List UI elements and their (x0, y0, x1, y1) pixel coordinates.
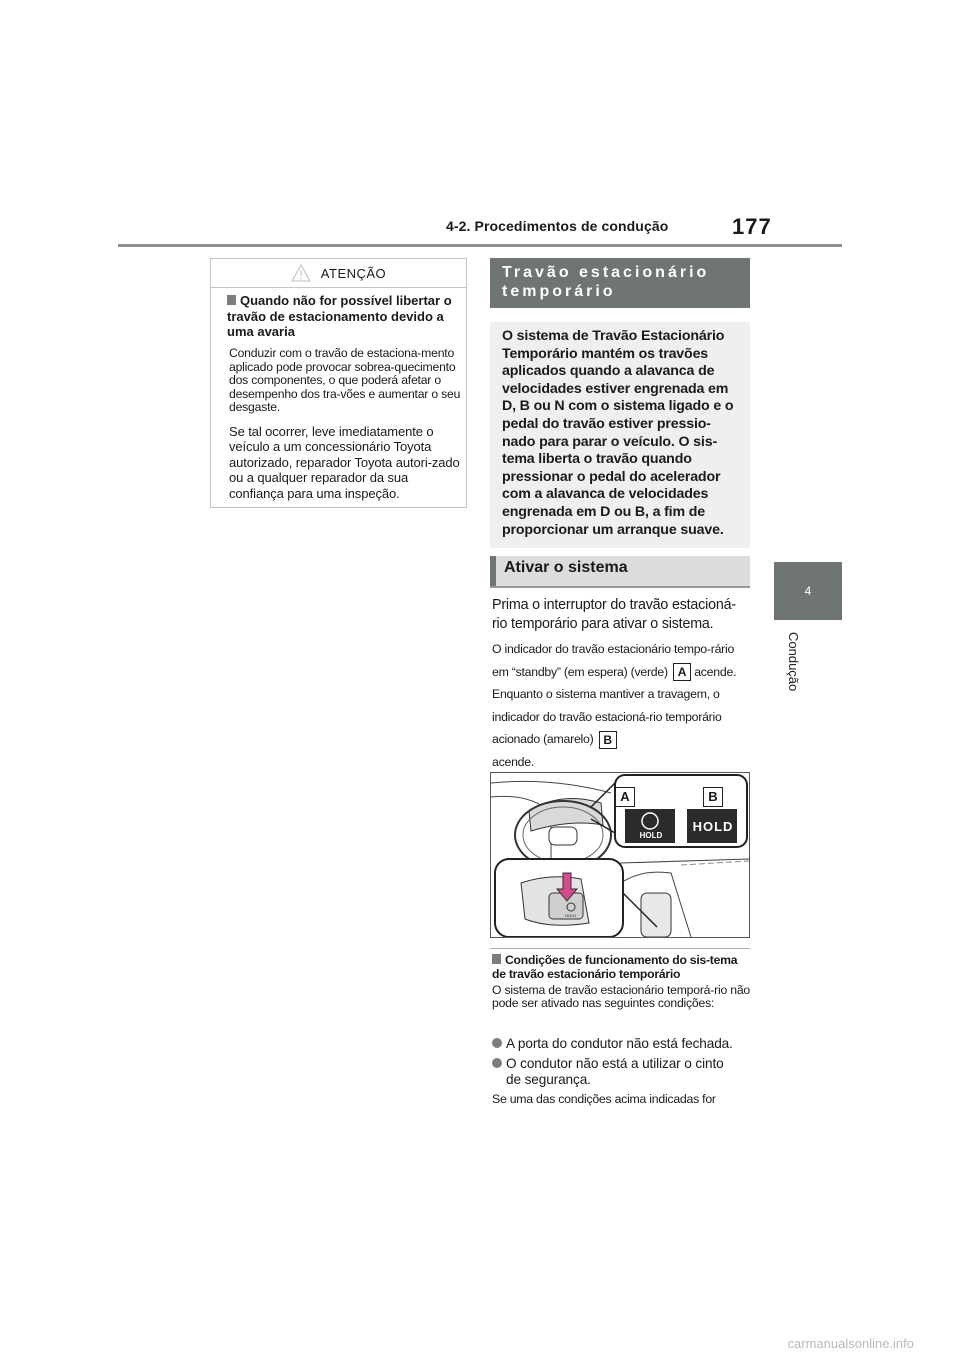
divider-rule (490, 948, 750, 949)
warning-triangle-icon (291, 264, 311, 282)
section-summary: O sistema de Travão Estacionário Temporário mantém os travões aplicados quando a alavanca de velocidades estiver engrenada em D, B ou N com o sistema ligado e o pedal do travão estiver pressio-nado para parar o veículo. O sis-tema liberta o travão quando pressionar o pedal do acelerador com a alavanca de velocidades engrenada em D ou B, a fim de proporcionar um arranque suave. (490, 322, 750, 548)
warning-text-2: Se tal ocorrer, leve imediatamente o veículo a um concessionário Toyota autorizado, reparador Toyota autori-zado ou a qualquer reparador da sua confiança para uma inspeção. (229, 424, 460, 501)
square-bullet-icon (227, 295, 236, 305)
condition-item: A porta do condutor não está fechada. (492, 1036, 750, 1052)
square-bullet-icon (492, 954, 501, 964)
hold-switch-label: HOLD (565, 913, 577, 918)
badge-a: A (673, 663, 691, 681)
hold-indicator-a: HOLD (639, 831, 663, 840)
conditions-intro: O sistema de travão estacionário temporá-rio não pode ser ativado nas seguintes condições: (492, 983, 750, 1010)
instruction-text: Prima o interruptor do travão estacioná-rio temporário para ativar o sistema. (492, 597, 736, 632)
warning-title: ATENÇÃO (320, 265, 387, 281)
section-title: Travão estacionário temporário (490, 258, 750, 308)
indicator-detail: O indicador do travão estacionário tempo-rário em “standby” (em espera) (verde) A acende. Enquanto o sistema mantiver a travagem, o indicador do travão estacioná-rio temporário acionado (amarelo) B acende. (492, 642, 737, 769)
chapter-tab: 4 (774, 562, 842, 620)
callout-label-b: B (703, 787, 723, 807)
subsection-rule (490, 586, 750, 588)
watermark: carmanualsonline.info (787, 1336, 914, 1351)
page-number: 177 (732, 214, 772, 239)
callout-label-a: A (615, 787, 635, 807)
header-rule (118, 244, 842, 247)
warning-header (211, 259, 466, 288)
hold-indicator-b: HOLD (692, 819, 734, 834)
warning-box (210, 258, 467, 508)
condition-item: O condutor não está a utilizar o cinto de segurança. (492, 1056, 750, 1087)
dashboard-illustration (490, 772, 750, 938)
circle-bullet-icon (492, 1058, 502, 1068)
conditions-heading: Condições de funcionamento do sis-tema de travão estacionário temporário (492, 953, 738, 981)
chapter-label: Condução (786, 632, 801, 692)
warning-text-1: Conduzir com o travão de estaciona-mento aplicado pode provocar sobrea-quecimento dos componentes, o que poderá afetar o desempenho dos tra-vões e aumentar o seu desgaste. (229, 346, 461, 415)
circle-bullet-icon (492, 1038, 502, 1048)
subsection-title: Ativar o sistema (490, 556, 750, 586)
badge-b: B (599, 731, 617, 749)
warning-heading: Quando não for possível libertar o travão de estacionamento devido a uma avaria (227, 293, 452, 339)
section-header: 4-2. Procedimentos de condução (446, 218, 669, 234)
continuation-text: Se uma das condições acima indicadas for (492, 1092, 716, 1106)
